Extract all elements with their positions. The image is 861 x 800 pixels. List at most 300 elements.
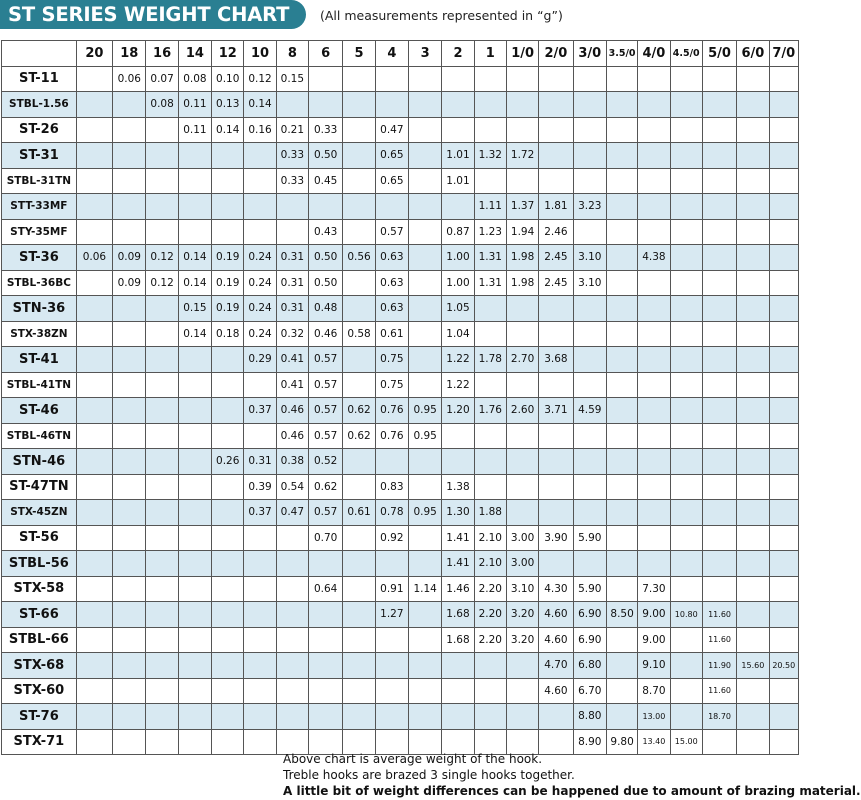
weight-cell: [244, 704, 276, 730]
weight-cell: 6.80: [573, 653, 606, 679]
weight-cell: [276, 194, 308, 220]
weight-cell: [409, 117, 442, 143]
weight-cell: 11.90: [702, 653, 736, 679]
weight-cell: [638, 500, 670, 526]
size-header: 10: [244, 41, 276, 67]
weight-cell: [178, 372, 211, 398]
weight-cell: [212, 398, 244, 424]
note-line: Treble hooks are brazed 3 single hooks together.: [283, 768, 575, 782]
weight-cell: 3.20: [506, 602, 538, 628]
weight-cell: [212, 551, 244, 577]
weight-cell: [375, 194, 408, 220]
weight-cell: 9.80: [606, 729, 637, 755]
table-row: [2, 194, 799, 220]
weight-cell: [343, 194, 375, 220]
weight-cell: 0.24: [244, 270, 276, 296]
weight-cell: [113, 704, 146, 730]
model-name: STBL-1.56: [2, 92, 77, 118]
weight-cell: [737, 551, 769, 577]
weight-cell: [178, 347, 211, 373]
weight-cell: [276, 551, 308, 577]
table-header: [2, 41, 799, 67]
weight-cell: [244, 729, 276, 755]
weight-cell: [769, 423, 798, 449]
weight-cell: [506, 653, 538, 679]
weight-cell: [146, 653, 178, 679]
weight-cell: 2.45: [539, 245, 573, 271]
model-name: STN-46: [2, 449, 77, 475]
model-name: ST-41: [2, 347, 77, 373]
weight-cell: [769, 117, 798, 143]
model-name: STX-45ZN: [2, 500, 77, 526]
weight-cell: 0.65: [375, 168, 408, 194]
weight-cell: [375, 704, 408, 730]
model-name: STBL-46TN: [2, 423, 77, 449]
weight-cell: [113, 321, 146, 347]
model-name: ST-47TN: [2, 474, 77, 500]
weight-cell: [769, 296, 798, 322]
weight-cell: 0.92: [375, 525, 408, 551]
weight-cell: [76, 372, 112, 398]
weight-cell: 4.60: [539, 678, 573, 704]
weight-cell: [702, 321, 736, 347]
weight-cell: [737, 423, 769, 449]
weight-cell: 1.78: [474, 347, 506, 373]
weight-cell: [737, 245, 769, 271]
weight-cell: 0.16: [244, 117, 276, 143]
weight-cell: [702, 423, 736, 449]
weight-cell: [769, 143, 798, 169]
weight-cell: [178, 704, 211, 730]
weight-cell: [343, 347, 375, 373]
weight-cell: [409, 449, 442, 475]
table-row: [2, 449, 799, 475]
weight-cell: [113, 729, 146, 755]
table-row: [2, 551, 799, 577]
weight-cell: [309, 653, 343, 679]
weight-cell: [638, 398, 670, 424]
weight-cell: [113, 653, 146, 679]
weight-cell: 6.70: [573, 678, 606, 704]
weight-cell: [702, 168, 736, 194]
weight-cell: [769, 602, 798, 628]
weight-cell: 0.15: [276, 66, 308, 92]
size-header: 1: [474, 41, 506, 67]
weight-cell: [146, 143, 178, 169]
weight-cell: 0.33: [276, 143, 308, 169]
weight-cell: 0.19: [212, 270, 244, 296]
weight-cell: [442, 194, 474, 220]
weight-cell: [244, 372, 276, 398]
weight-cell: [573, 143, 606, 169]
weight-cell: [769, 347, 798, 373]
weight-cell: [737, 372, 769, 398]
weight-cell: [244, 653, 276, 679]
weight-cell: [276, 92, 308, 118]
weight-cell: [76, 576, 112, 602]
table-row: [2, 474, 799, 500]
weight-cell: [146, 729, 178, 755]
weight-cell: 2.45: [539, 270, 573, 296]
weight-cell: [409, 678, 442, 704]
table-row: [2, 219, 799, 245]
model-name: ST-31: [2, 143, 77, 169]
weight-cell: [670, 449, 702, 475]
weight-cell: [442, 423, 474, 449]
weight-cell: [113, 551, 146, 577]
weight-cell: 18.70: [702, 704, 736, 730]
weight-cell: 0.91: [375, 576, 408, 602]
weight-cell: [343, 296, 375, 322]
weight-cell: [178, 627, 211, 653]
weight-cell: [113, 500, 146, 526]
size-header: 12: [212, 41, 244, 67]
weight-cell: [474, 653, 506, 679]
weight-cell: 0.29: [244, 347, 276, 373]
weight-cell: [606, 525, 637, 551]
weight-cell: 0.63: [375, 270, 408, 296]
weight-cell: [76, 347, 112, 373]
weight-cell: [212, 500, 244, 526]
weight-cell: 1.88: [474, 500, 506, 526]
weight-cell: [146, 168, 178, 194]
weight-cell: [212, 653, 244, 679]
weight-cell: 0.12: [244, 66, 276, 92]
weight-chart-table: [1, 40, 799, 755]
weight-cell: [737, 449, 769, 475]
weight-cell: [113, 194, 146, 220]
table-row: [2, 143, 799, 169]
model-name: ST-26: [2, 117, 77, 143]
weight-cell: [737, 194, 769, 220]
weight-cell: 7.30: [638, 576, 670, 602]
weight-cell: [702, 143, 736, 169]
weight-cell: [76, 66, 112, 92]
weight-cell: [474, 474, 506, 500]
weight-cell: 0.43: [309, 219, 343, 245]
note-line: A little bit of weight differences can be happened due to amount of brazing material.: [283, 784, 861, 798]
table-row: [2, 398, 799, 424]
model-name: STY-35MF: [2, 219, 77, 245]
weight-cell: [606, 627, 637, 653]
weight-cell: 8.70: [638, 678, 670, 704]
weight-cell: [309, 551, 343, 577]
weight-cell: 0.38: [276, 449, 308, 475]
model-name: STBL-66: [2, 627, 77, 653]
weight-cell: [178, 602, 211, 628]
weight-cell: 1.00: [442, 270, 474, 296]
weight-cell: [506, 678, 538, 704]
weight-cell: 0.54: [276, 474, 308, 500]
weight-cell: 8.50: [606, 602, 637, 628]
weight-cell: 0.15: [178, 296, 211, 322]
weight-cell: [670, 117, 702, 143]
weight-cell: [146, 219, 178, 245]
weight-cell: [375, 551, 408, 577]
weight-cell: [343, 704, 375, 730]
weight-cell: 0.95: [409, 423, 442, 449]
weight-cell: [737, 143, 769, 169]
size-header: 1/0: [506, 41, 538, 67]
weight-cell: 1.01: [442, 143, 474, 169]
weight-cell: [409, 704, 442, 730]
weight-cell: 11.60: [702, 627, 736, 653]
weight-cell: 1.23: [474, 219, 506, 245]
weight-cell: [769, 627, 798, 653]
weight-cell: [244, 551, 276, 577]
weight-cell: 0.57: [309, 347, 343, 373]
weight-cell: [343, 372, 375, 398]
weight-cell: 0.76: [375, 423, 408, 449]
weight-cell: [670, 678, 702, 704]
weight-cell: 1.98: [506, 245, 538, 271]
weight-cell: [113, 92, 146, 118]
weight-cell: [212, 704, 244, 730]
weight-cell: [737, 168, 769, 194]
weight-cell: 0.31: [276, 245, 308, 271]
weight-cell: 0.11: [178, 92, 211, 118]
size-header: 5/0: [702, 41, 736, 67]
weight-cell: [76, 500, 112, 526]
weight-cell: 10.80: [670, 602, 702, 628]
weight-cell: [442, 653, 474, 679]
weight-cell: [702, 449, 736, 475]
weight-cell: 3.71: [539, 398, 573, 424]
model-name: ST-56: [2, 525, 77, 551]
weight-cell: [638, 372, 670, 398]
weight-cell: [573, 117, 606, 143]
weight-cell: [769, 678, 798, 704]
weight-cell: [113, 296, 146, 322]
weight-cell: [737, 398, 769, 424]
weight-cell: [737, 704, 769, 730]
size-header: 14: [178, 41, 211, 67]
weight-cell: [276, 219, 308, 245]
weight-cell: [573, 500, 606, 526]
weight-cell: [638, 449, 670, 475]
weight-cell: [670, 296, 702, 322]
weight-cell: 1.37: [506, 194, 538, 220]
weight-cell: [606, 219, 637, 245]
weight-cell: [212, 423, 244, 449]
weight-cell: 0.31: [276, 270, 308, 296]
weight-cell: 1.22: [442, 372, 474, 398]
weight-cell: 2.20: [474, 627, 506, 653]
weight-cell: [702, 347, 736, 373]
weight-cell: [212, 678, 244, 704]
weight-cell: [474, 423, 506, 449]
weight-cell: 0.70: [309, 525, 343, 551]
weight-cell: [737, 219, 769, 245]
weight-cell: [638, 423, 670, 449]
weight-cell: [375, 653, 408, 679]
weight-cell: [670, 66, 702, 92]
weight-cell: [343, 219, 375, 245]
weight-cell: [539, 321, 573, 347]
weight-cell: 0.31: [244, 449, 276, 475]
table-row: [2, 321, 799, 347]
table-row: [2, 270, 799, 296]
weight-cell: [702, 245, 736, 271]
weight-cell: [702, 551, 736, 577]
weight-cell: [702, 576, 736, 602]
weight-cell: [442, 66, 474, 92]
weight-cell: [113, 347, 146, 373]
weight-cell: [76, 449, 112, 475]
weight-cell: [212, 347, 244, 373]
weight-cell: [539, 500, 573, 526]
size-header: 2/0: [539, 41, 573, 67]
size-header: 3: [409, 41, 442, 67]
model-name: ST-36: [2, 245, 77, 271]
weight-cell: 0.58: [343, 321, 375, 347]
weight-cell: [638, 143, 670, 169]
weight-cell: [474, 449, 506, 475]
table-row: [2, 653, 799, 679]
weight-cell: [113, 525, 146, 551]
model-name: STX-58: [2, 576, 77, 602]
weight-cell: [539, 66, 573, 92]
weight-cell: [178, 449, 211, 475]
weight-cell: 4.59: [573, 398, 606, 424]
weight-cell: 0.63: [375, 296, 408, 322]
weight-cell: 0.07: [146, 66, 178, 92]
weight-cell: [146, 704, 178, 730]
weight-cell: 0.13: [212, 92, 244, 118]
weight-cell: [76, 525, 112, 551]
weight-cell: [212, 602, 244, 628]
table-row: [2, 423, 799, 449]
weight-cell: [244, 525, 276, 551]
size-header: 6/0: [737, 41, 769, 67]
weight-cell: [702, 525, 736, 551]
model-name: STBL-31TN: [2, 168, 77, 194]
weight-cell: 0.83: [375, 474, 408, 500]
weight-cell: [638, 168, 670, 194]
weight-cell: [76, 168, 112, 194]
weight-cell: 0.47: [276, 500, 308, 526]
weight-cell: [178, 729, 211, 755]
weight-cell: [702, 398, 736, 424]
weight-cell: [606, 576, 637, 602]
weight-cell: [343, 525, 375, 551]
weight-cell: [113, 678, 146, 704]
model-name: ST-66: [2, 602, 77, 628]
weight-cell: [506, 423, 538, 449]
weight-cell: 0.76: [375, 398, 408, 424]
weight-cell: [178, 398, 211, 424]
weight-cell: 4.60: [539, 602, 573, 628]
weight-cell: [769, 500, 798, 526]
weight-cell: [702, 117, 736, 143]
weight-cell: [409, 602, 442, 628]
weight-cell: 0.37: [244, 398, 276, 424]
weight-cell: [638, 347, 670, 373]
weight-cell: [212, 525, 244, 551]
page-subtitle: (All measurements represented in “g”): [320, 8, 563, 23]
weight-cell: 1.41: [442, 525, 474, 551]
weight-cell: 0.39: [244, 474, 276, 500]
weight-cell: [702, 219, 736, 245]
weight-cell: [409, 321, 442, 347]
weight-cell: [506, 449, 538, 475]
weight-cell: [769, 92, 798, 118]
weight-cell: [539, 92, 573, 118]
model-name: ST-11: [2, 66, 77, 92]
weight-cell: [737, 602, 769, 628]
weight-cell: 1.41: [442, 551, 474, 577]
weight-cell: 0.14: [244, 92, 276, 118]
weight-cell: 0.61: [375, 321, 408, 347]
weight-cell: [113, 219, 146, 245]
weight-cell: [244, 143, 276, 169]
header: [0, 0, 800, 40]
weight-cell: [737, 66, 769, 92]
table-row: [2, 704, 799, 730]
size-header: 4.5/0: [670, 41, 702, 67]
weight-cell: 5.90: [573, 576, 606, 602]
weight-cell: [409, 347, 442, 373]
weight-cell: [244, 423, 276, 449]
weight-cell: [769, 525, 798, 551]
weight-cell: [638, 270, 670, 296]
weight-cell: [670, 525, 702, 551]
weight-cell: [276, 678, 308, 704]
weight-cell: [769, 168, 798, 194]
weight-cell: [113, 168, 146, 194]
weight-cell: [670, 219, 702, 245]
weight-cell: 0.06: [76, 245, 112, 271]
weight-cell: [178, 143, 211, 169]
weight-cell: [178, 500, 211, 526]
weight-cell: 0.95: [409, 500, 442, 526]
weight-cell: 1.81: [539, 194, 573, 220]
weight-cell: [113, 372, 146, 398]
weight-cell: [343, 474, 375, 500]
weight-cell: [343, 653, 375, 679]
weight-cell: [539, 372, 573, 398]
weight-cell: [638, 219, 670, 245]
weight-cell: 0.50: [309, 245, 343, 271]
model-name: STBL-41TN: [2, 372, 77, 398]
weight-cell: 3.10: [573, 245, 606, 271]
weight-cell: 2.60: [506, 398, 538, 424]
size-header-row: [2, 41, 799, 67]
weight-cell: [573, 372, 606, 398]
weight-cell: [178, 653, 211, 679]
weight-cell: [113, 117, 146, 143]
weight-cell: [409, 551, 442, 577]
weight-cell: [670, 627, 702, 653]
weight-cell: [212, 194, 244, 220]
weight-cell: [737, 117, 769, 143]
weight-cell: [343, 551, 375, 577]
weight-cell: [244, 627, 276, 653]
weight-cell: 15.60: [737, 653, 769, 679]
weight-cell: [409, 92, 442, 118]
weight-cell: [178, 551, 211, 577]
weight-cell: 1.38: [442, 474, 474, 500]
weight-cell: [309, 678, 343, 704]
weight-cell: [276, 653, 308, 679]
weight-cell: [769, 270, 798, 296]
weight-cell: 13.40: [638, 729, 670, 755]
size-header: 4/0: [638, 41, 670, 67]
weight-cell: 8.90: [573, 729, 606, 755]
weight-cell: [539, 551, 573, 577]
weight-cell: 0.64: [309, 576, 343, 602]
size-header: 3.5/0: [606, 41, 637, 67]
